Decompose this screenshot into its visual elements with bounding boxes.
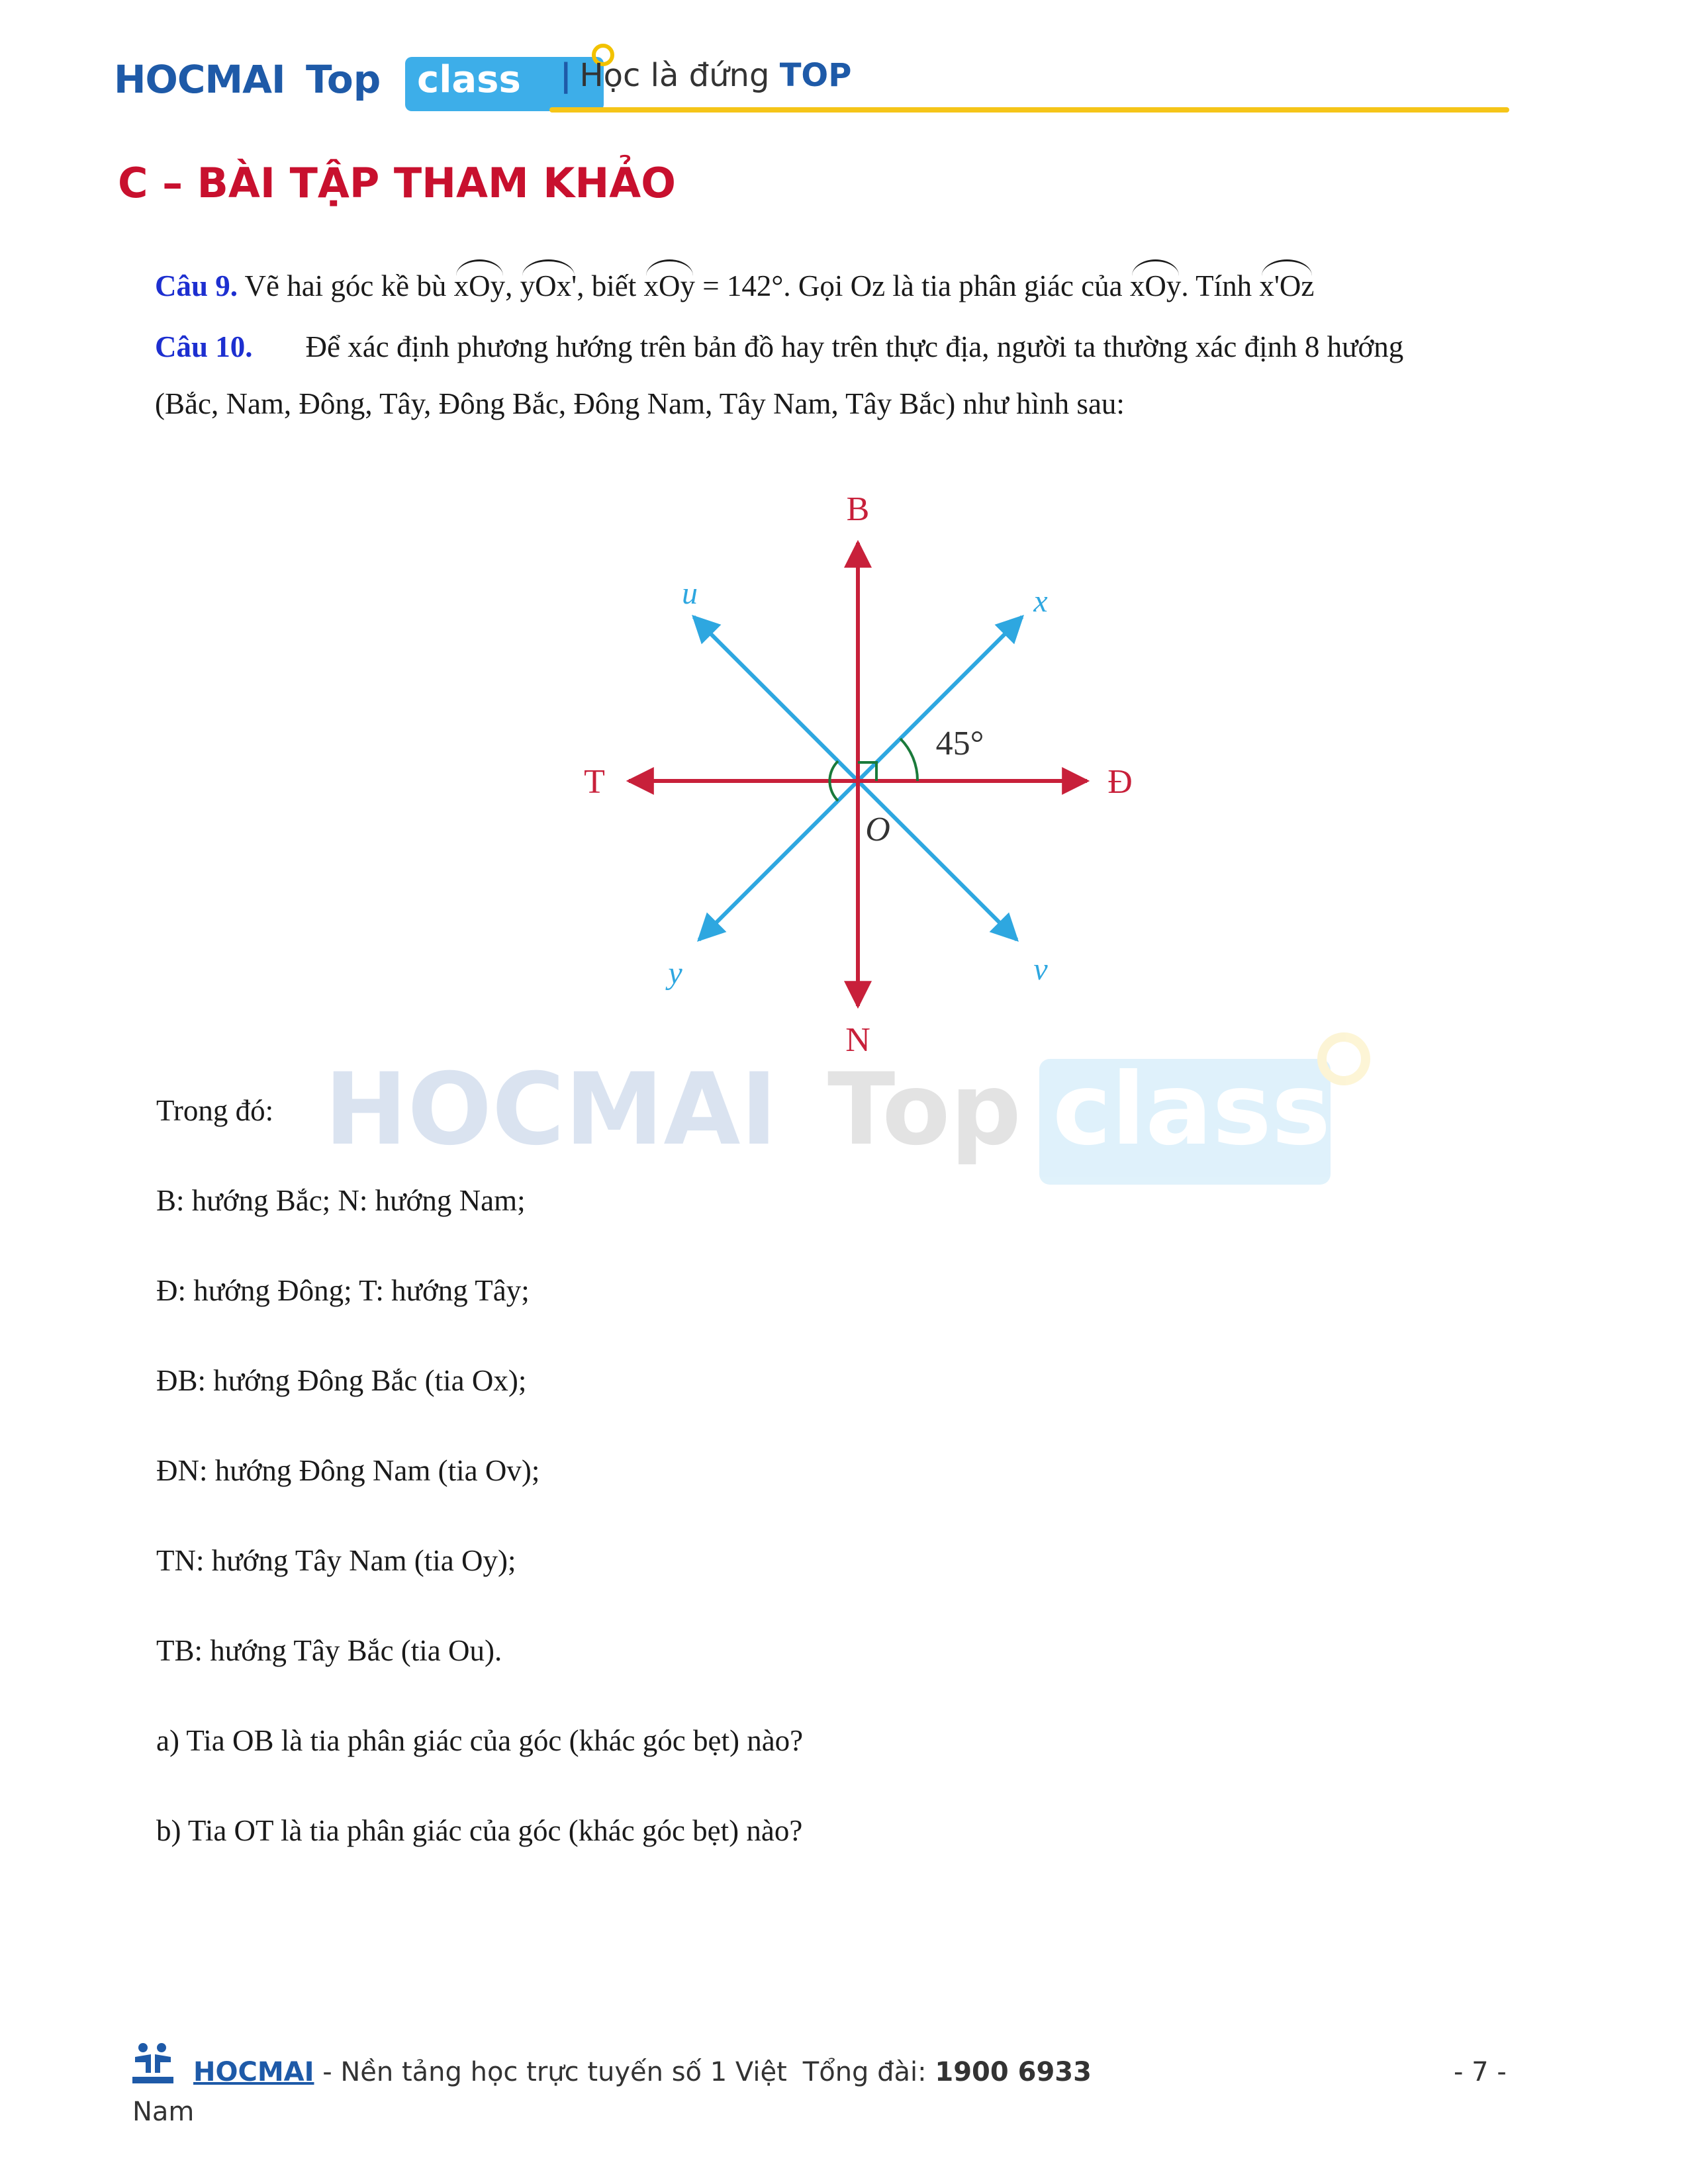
hocmai-footer-logo-icon — [130, 2040, 176, 2086]
angle-xoy: xOy — [454, 263, 506, 303]
label-north: B — [846, 490, 870, 528]
angle-yox-prime: yOx' — [520, 263, 577, 303]
question-10-line-1 — [155, 330, 1403, 364]
watermark-logo — [324, 1032, 1383, 1185]
header-divider — [549, 107, 1509, 113]
ray-ou — [694, 617, 858, 781]
header-tagline — [560, 57, 851, 94]
label-u: u — [682, 576, 698, 611]
compass-diagram — [543, 477, 1165, 1072]
footer-hotline: 1900 6933 — [935, 2057, 1092, 2087]
label-45-degrees: 45° — [935, 725, 984, 762]
q9-text-3: , biết — [577, 269, 644, 302]
label-y: y — [668, 956, 682, 991]
legend-item: ĐB: hướng Đông Bắc (tia Ox); — [156, 1364, 527, 1397]
question-10-line-2: (Bắc, Nam, Đông, Tây, Đông Bắc, Đông Nam, Tây Nam, Tây Bắc) như hình sau: — [155, 387, 1125, 420]
tagline-bar: | — [560, 57, 572, 94]
footer-text — [193, 2057, 1092, 2087]
label-v: v — [1033, 952, 1048, 987]
angle-xoy-bisected: xOy — [1130, 263, 1182, 303]
legend-intro: Trong đó: — [156, 1094, 274, 1127]
angle-45-arc — [900, 739, 917, 781]
legend-item: TN: hướng Tây Nam (tia Oy); — [156, 1544, 516, 1577]
q10-line-1-text: Để xác định phương hướng trên bản đồ hay trên thực địa, người ta thường xác định 8 hướng — [305, 330, 1404, 363]
legend-item: ĐN: hướng Đông Nam (tia Ov); — [156, 1454, 540, 1487]
page-number: - 7 - — [1454, 2057, 1507, 2087]
ray-oy — [699, 781, 858, 940]
label-south: N — [845, 1021, 870, 1059]
logo-class-text: class — [417, 58, 521, 101]
watermark-brand-text: HOCMAI — [324, 1052, 778, 1167]
tagline-text: Học là đứng — [579, 57, 780, 94]
section-title: C – BÀI TẬP THAM KHẢO — [118, 159, 676, 207]
legend-item: Đ: hướng Đông; T: hướng Tây; — [156, 1274, 530, 1307]
question-10-label: Câu 10. — [155, 330, 253, 363]
tagline-top: TOP — [779, 57, 852, 94]
footer-brand-link[interactable]: HOCMAI — [193, 2057, 314, 2087]
question-b: b) Tia OT là tia phân giác của góc (khác góc bẹt) nào? — [156, 1814, 803, 1847]
label-origin: O — [865, 811, 890, 848]
angle-x-prime-oz: x'Oz — [1259, 263, 1314, 303]
label-west: T — [584, 763, 605, 801]
legend-item: TB: hướng Tây Bắc (tia Ou). — [156, 1634, 502, 1667]
angle-xoy-given: xOy — [643, 263, 695, 303]
footer-slogan: - Nền tảng học trực tuyến số 1 Việt — [314, 2057, 787, 2087]
q9-text-5: . Tính — [1181, 269, 1260, 302]
question-9 — [155, 263, 1314, 303]
question-a: a) Tia OB là tia phân giác của góc (khác góc bẹt) nào? — [156, 1724, 804, 1757]
label-x: x — [1033, 584, 1048, 619]
q9-text-2: , — [505, 269, 520, 302]
watermark-sun-icon — [1317, 1032, 1370, 1085]
watermark-top-text: Top — [827, 1052, 1021, 1167]
footer-wrap-text: Nam — [132, 2097, 195, 2127]
logo-brand-text: HOCMAI — [114, 57, 285, 102]
q9-text-4: = 142°. Gọi Oz là tia phân giác của — [694, 269, 1130, 302]
logo-top-text: Top — [306, 57, 381, 102]
legend-item: B: hướng Bắc; N: hướng Nam; — [156, 1184, 526, 1217]
footer-hotline-label: Tổng đài: — [802, 2057, 935, 2087]
ray-ov — [858, 781, 1017, 940]
watermark-class-text: class — [1053, 1052, 1331, 1167]
q9-text-1: Vẽ hai góc kề bù — [238, 269, 454, 302]
label-east: Đ — [1107, 763, 1133, 801]
hocmai-topclass-logo — [114, 44, 524, 116]
question-9-label: Câu 9. — [155, 269, 238, 302]
